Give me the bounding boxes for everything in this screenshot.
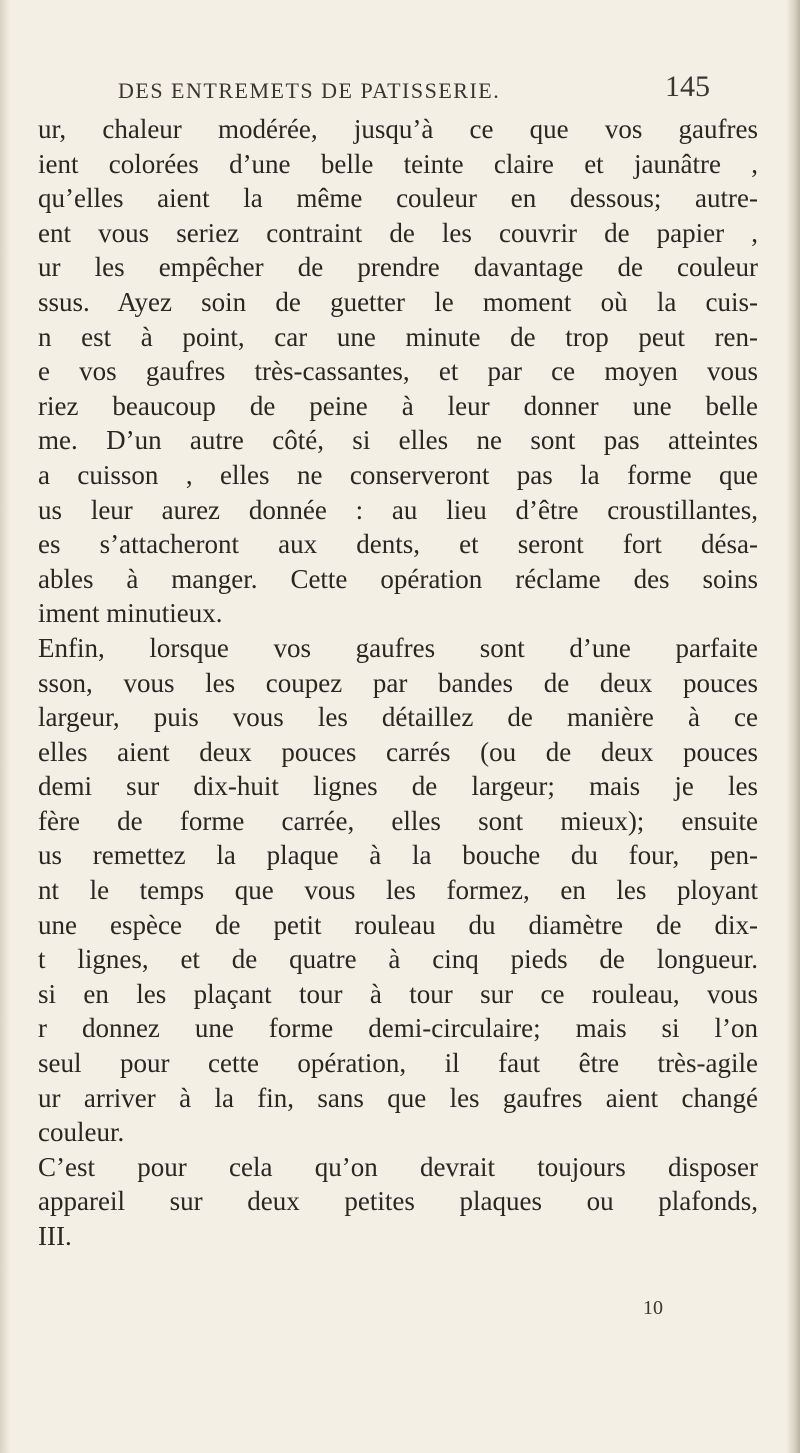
text-line: appareil sur deux petites plaques ou plafonds, [38,1186,758,1217]
text-line: us remettez la plaque à la bouche du four, pen- [38,840,758,871]
text-line: ur les empêcher de prendre davantage de couleur [38,252,758,283]
text-line: couleur. [38,1117,125,1148]
body-text [38,112,758,1254]
page-gutter-shadow [0,0,10,1453]
text-line: fère de forme carrée, elles sont mieux); ensuite [38,805,758,836]
text-line: iment minutieux. [38,598,223,629]
text-line: demi sur dix-huit lignes de largeur; mais je les [38,771,758,802]
text-line: a cuisson , elles ne conserveront pas la forme que [38,459,758,490]
text-line: C’est pour cela qu’on devrait toujours disposer [38,1151,758,1182]
text-line: riez beaucoup de peine à leur donner une belle [38,390,758,421]
text-line: us leur aurez donnée : au lieu d’être croustillantes, [38,494,758,525]
text-line: qu’elles aient la même couleur en dessous; autre- [38,183,758,214]
text-line: ssus. Ayez soin de guetter le moment où la cuis- [38,286,758,317]
text-line: ient colorées d’une belle teinte claire et jaunâtre , [38,148,758,179]
text-line: elles aient deux pouces carrés (ou de deux pouces [38,736,758,767]
text-line: me. D’un autre côté, si elles ne sont pas atteintes [38,425,758,456]
text-line: e vos gaufres très-cassantes, et par ce moyen vous [38,356,758,387]
text-line: nt le temps que vous les formez, en les ployant [38,875,758,906]
page-number: 145 [665,70,710,103]
text-line: ables à manger. Cette opération réclame des soins [38,563,758,594]
running-title: DES ENTREMETS DE PATISSERIE. [118,78,501,103]
text-line: n est à point, car une minute de trop peut ren- [38,321,758,352]
text-line: ent vous seriez contraint de les couvrir de papier , [38,217,758,248]
footer-mark: III. [38,1221,72,1251]
text-line: r donnez une forme demi-circulaire; mais si l’on [38,1013,758,1044]
text-line: seul pour cette opération, il faut être très-agile [38,1048,758,1079]
text-line: largeur, puis vous les détaillez de manière à ce [38,702,758,733]
text-line: si en les plaçant tour à tour sur ce rouleau, vous [38,978,758,1009]
text-line: sson, vous les coupez par bandes de deux pouces [38,667,758,698]
text-line: t lignes, et de quatre à cinq pieds de longueur. [38,944,758,975]
text-line: Enfin, lorsque vos gaufres sont d’une parfaite [38,632,758,663]
text-line: es s’attacheront aux dents, et seront fort désa- [38,529,758,560]
page-edge-shadow [786,0,800,1453]
text-line: ur arriver à la fin, sans que les gaufres aient changé [38,1082,758,1113]
text-line: une espèce de petit rouleau du diamètre de dix- [38,909,758,940]
signature-mark: 10 [643,1297,663,1319]
text-line: ur, chaleur modérée, jusqu’à ce que vos gaufres [38,114,758,144]
